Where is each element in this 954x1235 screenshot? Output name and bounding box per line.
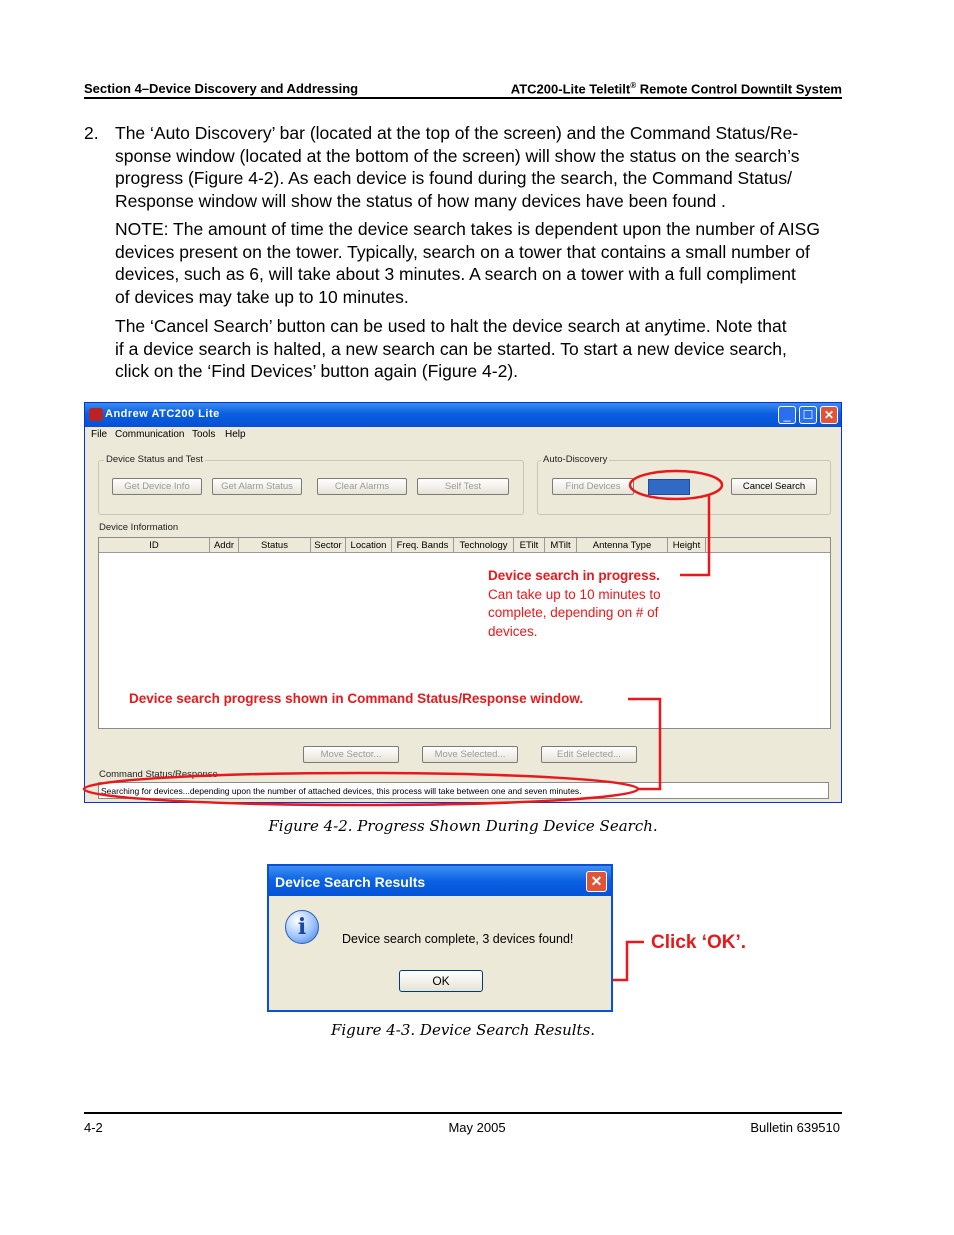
close-icon[interactable]: ✕ (820, 406, 838, 424)
group-device-status: Device Status and Test Get Device Info Get Alarm Status Clear Alarms Self Test (98, 460, 524, 515)
get-device-info-button[interactable]: Get Device Info (112, 478, 202, 495)
footer-bulletin: Bulletin 639510 (750, 1120, 840, 1135)
find-progress-circle (630, 471, 722, 499)
paragraph-auto-discovery: The ‘Auto Discovery’ bar (located at the top of the screen) and the Command Status/Re- sponse window (located at the bottom of the screen) will show the status on the search’s progress (Figure 4-2). As each device is found during the search, the Command Status/ Response window will show the status of how many devices have been found . (115, 123, 800, 211)
col-id[interactable]: ID (99, 538, 210, 553)
click-ok-annotation: Click ‘OK’. (651, 932, 747, 953)
command-status-text: Searching for devices...depending upon the number of attached devices, this process will take between one and seven minutes. (98, 782, 829, 799)
get-alarm-status-button[interactable]: Get Alarm Status (212, 478, 302, 495)
menu-help[interactable]: Help (225, 429, 246, 440)
info-icon: i (285, 910, 319, 944)
menu-file[interactable]: File (91, 429, 108, 440)
col-technology[interactable]: Technology (454, 538, 514, 553)
footer-rule (84, 1112, 842, 1114)
window-title: Andrew ATC200 Lite (105, 408, 220, 420)
col-mtilt[interactable]: MTilt (545, 538, 577, 553)
dialog-close-icon[interactable]: ✕ (586, 871, 607, 892)
minimize-icon[interactable]: _ (778, 406, 796, 424)
clear-alarms-button[interactable]: Clear Alarms (317, 478, 407, 495)
menu-tools[interactable]: Tools (192, 429, 216, 440)
footer-page-number: 4-2 (84, 1120, 103, 1135)
ok-button[interactable]: OK (399, 970, 483, 992)
header-product-title: ATC200-Lite Teletilt® Remote Control Downtilt System (510, 81, 842, 97)
figure-4-3-caption: Figure 4-3. Device Search Results. (330, 1021, 596, 1039)
self-test-button[interactable]: Self Test (417, 478, 509, 495)
footer-date: May 2005 (448, 1120, 506, 1135)
device-information-label: Device Information (99, 522, 179, 533)
dialog-title: Device Search Results (275, 874, 426, 890)
maximize-icon[interactable]: ☐ (799, 406, 817, 424)
figure-4-2-caption: Figure 4-2. Progress Shown During Device Search. (268, 817, 658, 835)
col-antenna-type[interactable]: Antenna Type (577, 538, 668, 553)
header-section-title: Section 4–Device Discovery and Addressing (84, 81, 359, 96)
col-etilt[interactable]: ETilt (514, 538, 545, 553)
paragraph-note: NOTE: The amount of time the device search takes is dependent upon the number of AISG devices present on the tower. Typically, search on a tower that contains a small number of devices, such as 6, will take about 3 minutes. A search on a tower with a full compliment of devices may take up to 10 minutes. (115, 219, 820, 307)
move-selected-button[interactable]: Move Selected... (422, 746, 518, 763)
menu-communication[interactable]: Communication (115, 429, 185, 440)
status-annotation: Device search progress shown in Command Status/Response window. (129, 691, 584, 706)
dialog-message: Device search complete, 3 devices found! (342, 932, 574, 946)
col-height[interactable]: Height (668, 538, 706, 553)
paragraph-cancel-search: The ‘Cancel Search’ button can be used to halt the device search at anytime. Note that if a device search is halted, a new search can be started. To start a new device search, click on the ‘Find Devices’ button again (Figure 4-2). (115, 316, 787, 381)
group-auto-discovery: Auto-Discovery Find Devices Cancel Search (537, 460, 831, 515)
progress-annotation: Device search in progress. Can take up to 10 minutes to complete, depending on # of devices. (488, 568, 661, 639)
col-sector[interactable]: Sector (311, 538, 346, 553)
col-status[interactable]: Status (239, 538, 311, 553)
progress-callout-line (680, 495, 709, 575)
dialog-titlebar[interactable] (269, 866, 611, 896)
step-number: 2. (84, 123, 99, 143)
find-devices-button[interactable]: Find Devices (552, 478, 634, 495)
status-callout-line (628, 699, 660, 789)
cancel-search-button[interactable]: Cancel Search (731, 478, 817, 495)
move-sector-button[interactable]: Move Sector... (303, 746, 399, 763)
device-search-results-dialog (267, 864, 613, 1012)
edit-selected-button[interactable]: Edit Selected... (541, 746, 637, 763)
col-location[interactable]: Location (346, 538, 392, 553)
col-freq-bands[interactable]: Freq. Bands (392, 538, 454, 553)
command-status-label: Command Status/Response (99, 769, 218, 780)
status-bar-circle (84, 773, 638, 805)
col-addr[interactable]: Addr (210, 538, 239, 553)
